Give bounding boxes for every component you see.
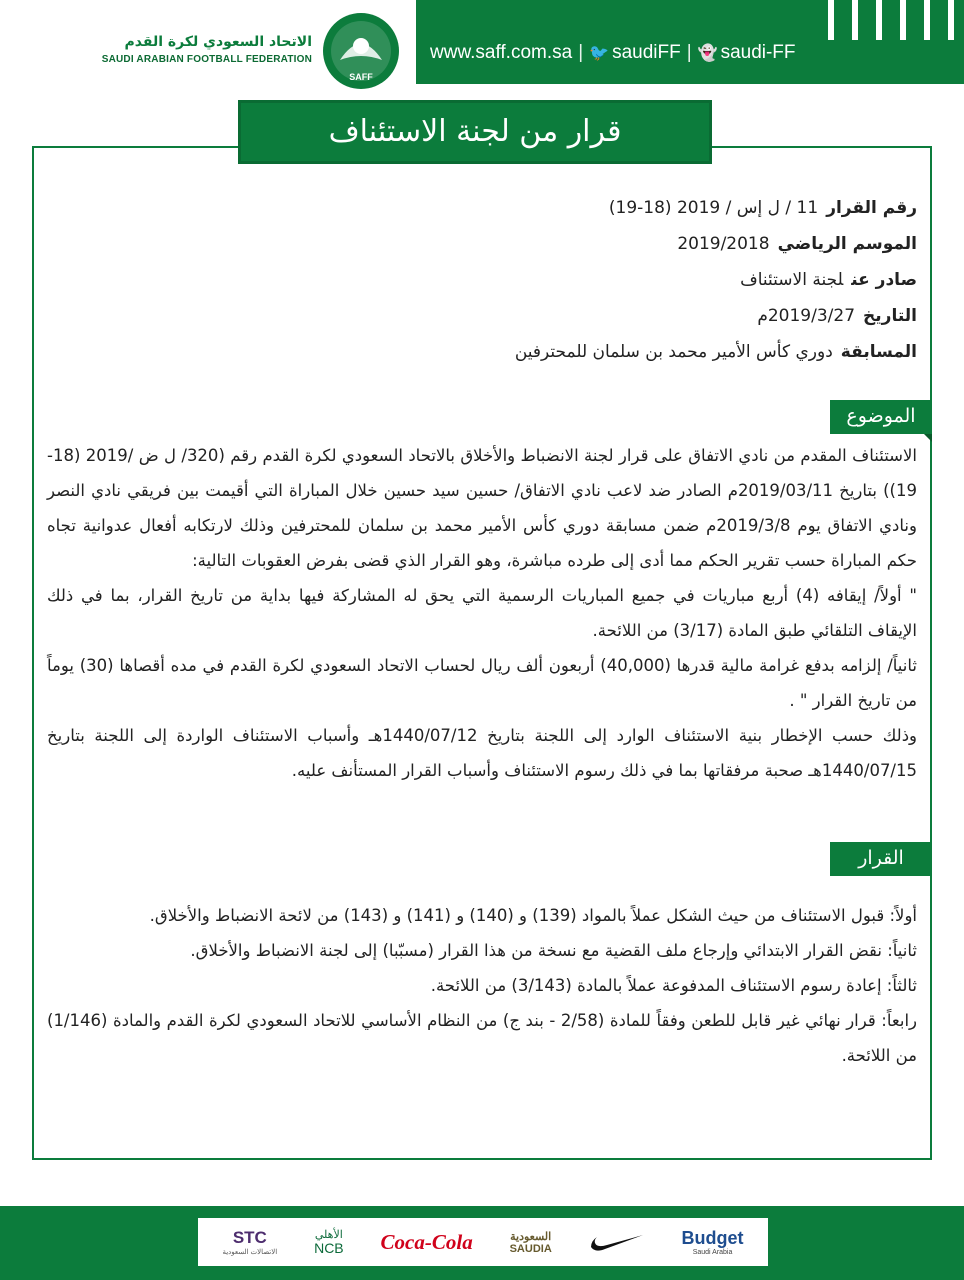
meta-label: رقم القرار [826,198,917,218]
saff-crest-logo [318,8,404,94]
meta-row-competition [217,334,917,370]
decision-item: أولاً: قبول الاستئناف من حيث الشكل عملاً بالمواد (139) و (140) و (141) و (143) من لائحة الانضباط والأخلاق. [149,906,917,925]
ncb-arabic: الأهلي [314,1229,343,1241]
meta-value: لجنة الاستئناف [740,270,844,290]
decision-item: ثانياً: نقض القرار الابتدائي وإرجاع ملف القضية مع نسخة من هذا القرار (مسبّبا) إلى لجنة الانضباط والأخلاق. [190,941,917,960]
budget-logo [682,1228,744,1256]
header-stripes [824,0,964,40]
federation-name-arabic: الاتحاد السعودي لكرة القدم [124,34,312,50]
nike-logo [589,1231,645,1253]
ncb-english: NCB [314,1240,344,1256]
saudia-arabic: السعودية [510,1230,552,1243]
twitter-icon: 🐦 [589,45,610,62]
meta-label: التاريخ [863,306,917,326]
meta-row-date [217,298,917,334]
coca-cola-logo [381,1230,473,1255]
separator: | [578,42,584,63]
sponsor-strip [198,1218,768,1266]
meta-value: 11 / ل إس / 2019 (18-19) [608,198,819,218]
subject-paragraph: " أولاً/ إيقافه (4) أربع مباريات في جميع المباريات الرسمية التي يحق له المشاركة فيها بداية من تاريخ القرار، بما في ذلك الإيقاف التلقائي طبق المادة (3/17) من اللائحة. [47,586,917,640]
separator: | [686,42,692,63]
website-link[interactable]: www.saff.com.sa [430,42,573,63]
header-links [430,38,796,68]
meta-row-season [217,226,917,262]
snapchat-icon: 👻 [697,45,718,62]
decision-meta [217,190,917,370]
budget-sub-label: Saudi Arabia [692,1249,733,1256]
subject-paragraph: ثانياً/ إلزامه بدفع غرامة مالية قدرها (40,000) أربعون ألف ريال لحساب الاتحاد السعودي لكرة القدم في مده أقصاها (30) يوماً من تاريخ القرار " . [47,656,917,710]
twitter-handle[interactable]: saudiFF [612,42,681,63]
meta-label: المسابقة [840,342,917,362]
subject-heading: الموضوع [830,400,932,434]
meta-label: الموسم الرياضي [777,234,917,254]
decision-heading: القرار [830,842,932,876]
subject-paragraph: الاستئناف المقدم من نادي الاتفاق على قرار لجنة الانضباط والأخلاق بالاتحاد السعودي لكرة القدم رقم (320/ ل ض /2019 (18-19)) بتاريخ 2019/03/11م الصادر ضد لاعب نادي الاتفاق/ حسين سيد حسين خلال المباراة التي أقيمت بين فريقي نادي النصر ونادي الاتفاق يوم 2019/3/8م ضمن مسابقة دوري كأس الأمير محمد بن سلمان للمحترفين وذلك لارتكابه أفعال عدوانية تجاه حكم المباراة حسب تقرير الحكم مما أدى إلى طرده مباشرة، وهو القرار الذي قضى بفرض العقوبات التالية: [47,446,918,570]
stc-sub-label: الاتصالات السعودية [222,1249,278,1256]
subject-body [47,438,917,788]
saudia-english: SAUDIA [509,1242,552,1255]
meta-value: 2019/2018 [677,234,770,254]
decision-item: رابعاً: قرار نهائي غير قابل للطعن وفقاً للمادة (2/58 - بند ج) من النظام الأساسي للاتحاد السعودي لكرة القدم والمادة (1/146) من اللائحة. [47,1011,917,1065]
federation-name-english: SAUDI ARABIAN FOOTBALL FEDERATION [101,54,312,65]
meta-label: صادر عن [851,270,917,290]
meta-row-number [217,190,917,226]
coca-cola-label: Coca-Cola [380,1229,473,1254]
crest-text: SAFF [349,72,373,82]
decision-item: ثالثاً: إعادة رسوم الاستئناف المدفوعة عملاً بالمادة (3/143) من اللائحة. [430,976,917,995]
ncb-logo [314,1229,344,1255]
nike-swoosh-icon [589,1231,645,1253]
meta-row-issuer [217,262,917,298]
subject-paragraph: وذلك حسب الإخطار بنية الاستئناف الوارد إلى اللجنة بتاريخ 1440/07/12هـ وأسباب الاستئناف الواردة إلى اللجنة بتاريخ 1440/07/15هـ صحبة مرفقاتها بما في ذلك رسوم الاستئناف وأسباب القرار المستأنف عليه. [47,726,918,780]
meta-value: دوري كأس الأمير محمد بن سلمان للمحترفين [514,342,833,362]
tab-fold [924,434,932,442]
stc-logo [222,1228,277,1256]
budget-label: Budget [681,1228,744,1248]
stc-label: STC [232,1228,267,1247]
page-title: قرار من لجنة الاستئناف [238,100,712,164]
decision-body [47,898,917,1073]
saudia-logo [510,1230,552,1255]
snapchat-handle[interactable]: saudi-FF [720,42,796,63]
meta-value: 2019/3/27م [757,306,856,326]
